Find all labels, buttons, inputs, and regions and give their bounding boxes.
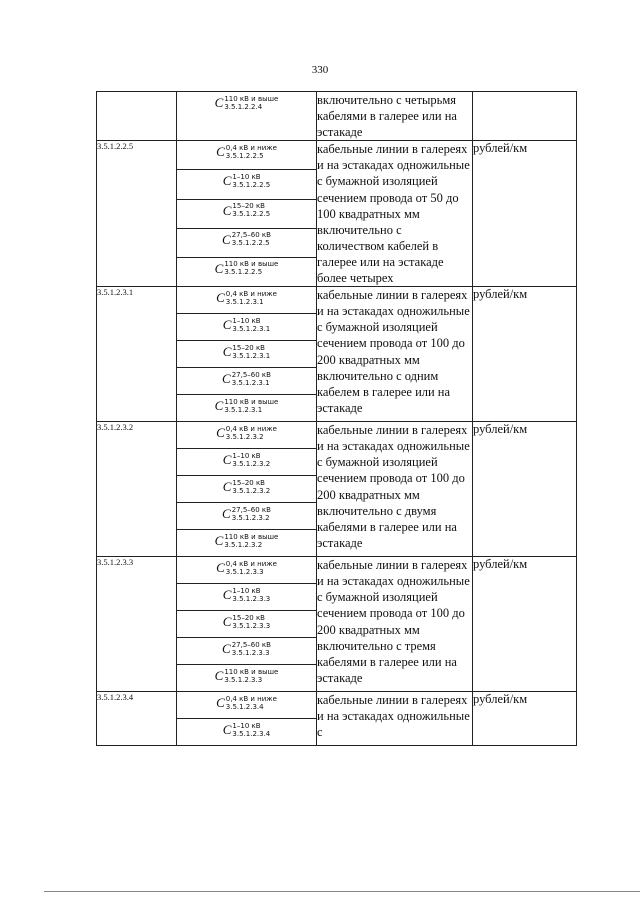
formula-symbol: C bbox=[222, 371, 231, 387]
formula-voltage: 1–10 кВ bbox=[232, 172, 261, 181]
table-row bbox=[97, 422, 577, 449]
formula-cell bbox=[177, 368, 317, 395]
formula-index: 3.5.1.2.3.1 bbox=[225, 297, 264, 306]
formula-cell bbox=[177, 503, 317, 530]
formula-index: 3.5.1.2.3.1 bbox=[232, 351, 271, 360]
formula-cell bbox=[177, 422, 317, 449]
formula-cell bbox=[177, 665, 317, 692]
formula bbox=[215, 398, 279, 414]
formula bbox=[222, 506, 271, 522]
formula bbox=[223, 614, 271, 630]
row-code: 3.5.1.2.2.5 bbox=[97, 141, 177, 287]
formula-cell bbox=[177, 314, 317, 341]
formula bbox=[216, 144, 277, 160]
formula-cell bbox=[177, 92, 317, 141]
row-unit: рублей/км bbox=[473, 287, 577, 422]
formula-symbol: C bbox=[214, 668, 224, 684]
formula-cell bbox=[177, 638, 317, 665]
formula bbox=[216, 425, 277, 441]
formula bbox=[223, 452, 271, 468]
page-bottom-edge bbox=[44, 891, 640, 892]
formula-index: 3.5.1.2.3.3 bbox=[224, 675, 263, 684]
formula bbox=[223, 202, 271, 218]
formula-symbol: C bbox=[214, 533, 224, 549]
formula-symbol: C bbox=[222, 506, 231, 522]
formula-cell bbox=[177, 476, 317, 503]
formula-voltage: 0,4 кВ и ниже bbox=[225, 424, 277, 433]
formula bbox=[223, 722, 271, 738]
formula bbox=[215, 260, 279, 276]
formula-cell bbox=[177, 228, 317, 257]
formula-cell bbox=[177, 692, 317, 719]
formula-voltage: 110 кВ и выше bbox=[224, 397, 279, 406]
formula-voltage: 15–20 кВ bbox=[232, 343, 265, 352]
formula bbox=[223, 173, 271, 189]
table-row bbox=[97, 287, 577, 314]
formula-cell bbox=[177, 611, 317, 638]
row-description: кабельные линии в галереях и на эстакадах одножильные с bbox=[317, 692, 473, 746]
formula-index: 3.5.1.2.3.1 bbox=[232, 324, 271, 333]
formula-cell bbox=[177, 584, 317, 611]
formula-cell bbox=[177, 287, 317, 314]
table-row bbox=[97, 141, 577, 170]
formula bbox=[222, 371, 271, 387]
formula-symbol: C bbox=[214, 398, 224, 414]
formula-voltage: 1–10 кВ bbox=[232, 721, 261, 730]
row-code: 3.5.1.2.3.3 bbox=[97, 557, 177, 692]
formula-index: 3.5.1.2.3.3 bbox=[232, 621, 271, 630]
page-number: 330 bbox=[311, 64, 329, 76]
formula-voltage: 110 кВ и выше bbox=[224, 260, 279, 269]
formula-voltage: 0,4 кВ и ниже bbox=[225, 289, 277, 298]
formula-cell bbox=[177, 170, 317, 199]
formula-voltage: 0,4 кВ и ниже bbox=[225, 694, 277, 703]
table-row bbox=[97, 92, 577, 141]
row-description: включительно с четырьмя кабелями в галерее или на эстакаде bbox=[317, 92, 473, 141]
formula-index: 3.5.1.2.3.3 bbox=[231, 648, 270, 657]
formula bbox=[216, 695, 277, 711]
formula-index: 3.5.1.2.3.4 bbox=[225, 702, 264, 711]
formula-index: 3.5.1.2.2.5 bbox=[224, 268, 263, 277]
row-code: 3.5.1.2.3.2 bbox=[97, 422, 177, 557]
formula-voltage: 1–10 кВ bbox=[232, 316, 261, 325]
formula-index: 3.5.1.2.2.4 bbox=[224, 102, 263, 111]
formula-cell bbox=[177, 719, 317, 746]
formula-symbol: C bbox=[222, 722, 232, 738]
formula-voltage: 0,4 кВ и ниже bbox=[225, 559, 277, 568]
row-unit: рублей/км bbox=[473, 692, 577, 746]
row-unit: рублей/км bbox=[473, 557, 577, 692]
row-description: кабельные линии в галереях и на эстакадах одножильные с бумажной изоляцией сечением провода от 50 до 100 квадратных мм включительно с количеством кабелей в галерее или на эстакаде более четырех bbox=[317, 141, 473, 287]
formula-symbol: C bbox=[222, 202, 232, 218]
formula-symbol: C bbox=[222, 452, 232, 468]
formula-symbol: C bbox=[216, 290, 225, 306]
formula-index: 3.5.1.2.3.2 bbox=[225, 432, 264, 441]
formula bbox=[215, 533, 279, 549]
formula-cell bbox=[177, 341, 317, 368]
formula-index: 3.5.1.2.3.4 bbox=[232, 729, 271, 738]
formula-voltage: 27,5–60 кВ bbox=[231, 505, 271, 514]
row-description: кабельные линии в галереях и на эстакадах одножильные с бумажной изоляцией сечением провода от 100 до 200 квадратных мм включительно с двумя кабелями в галерее или на эстакаде bbox=[317, 422, 473, 557]
formula bbox=[223, 344, 271, 360]
formula-symbol: C bbox=[222, 587, 232, 603]
formula-symbol: C bbox=[222, 479, 232, 495]
formula-index: 3.5.1.2.3.1 bbox=[224, 405, 263, 414]
formula-symbol: C bbox=[214, 95, 224, 110]
formula-voltage: 1–10 кВ bbox=[232, 586, 261, 595]
formula-symbol: C bbox=[222, 614, 232, 630]
formula-symbol: C bbox=[214, 260, 224, 276]
formula-cell bbox=[177, 557, 317, 584]
formula-voltage: 110 кВ и выше bbox=[224, 667, 279, 676]
tariff-table bbox=[96, 91, 577, 746]
formula-symbol: C bbox=[222, 173, 232, 189]
formula-cell bbox=[177, 395, 317, 422]
formula bbox=[215, 95, 279, 111]
formula-symbol: C bbox=[216, 425, 225, 441]
formula-voltage: 27,5–60 кВ bbox=[231, 370, 271, 379]
formula-voltage: 110 кВ и выше bbox=[224, 94, 279, 103]
formula-index: 3.5.1.2.3.2 bbox=[224, 540, 263, 549]
formula-index: 3.5.1.2.2.5 bbox=[232, 180, 271, 189]
formula-cell bbox=[177, 141, 317, 170]
formula-symbol: C bbox=[216, 695, 225, 711]
row-unit: рублей/км bbox=[473, 422, 577, 557]
formula-index: 3.5.1.2.2.5 bbox=[225, 151, 264, 160]
formula-voltage: 15–20 кВ bbox=[232, 202, 265, 211]
formula-cell bbox=[177, 530, 317, 557]
formula-index: 3.5.1.2.3.2 bbox=[232, 459, 271, 468]
formula-symbol: C bbox=[216, 560, 225, 576]
formula-index: 3.5.1.2.2.5 bbox=[232, 210, 271, 219]
formula bbox=[216, 290, 277, 306]
formula-index: 3.5.1.2.3.3 bbox=[232, 594, 271, 603]
formula-cell bbox=[177, 449, 317, 476]
formula-index: 3.5.1.2.3.3 bbox=[225, 567, 264, 576]
row-description: кабельные линии в галереях и на эстакадах одножильные с бумажной изоляцией сечением провода от 100 до 200 квадратных мм включительно с одним кабелем в галерее или на эстакаде bbox=[317, 287, 473, 422]
formula bbox=[215, 668, 279, 684]
formula bbox=[223, 479, 271, 495]
formula-symbol: C bbox=[222, 231, 231, 247]
row-unit bbox=[473, 92, 577, 141]
formula bbox=[223, 587, 271, 603]
formula-symbol: C bbox=[222, 344, 232, 360]
formula bbox=[216, 560, 277, 576]
formula-symbol: C bbox=[222, 641, 231, 657]
table-row bbox=[97, 692, 577, 719]
formula bbox=[222, 641, 271, 657]
formula-index: 3.5.1.2.3.1 bbox=[231, 378, 270, 387]
table-row bbox=[97, 557, 577, 584]
formula-voltage: 15–20 кВ bbox=[232, 478, 265, 487]
formula-symbol: C bbox=[222, 317, 232, 333]
row-unit: рублей/км bbox=[473, 141, 577, 287]
formula-cell bbox=[177, 199, 317, 228]
formula-voltage: 27,5–60 кВ bbox=[231, 640, 271, 649]
row-code bbox=[97, 92, 177, 141]
formula bbox=[223, 317, 271, 333]
formula-cell bbox=[177, 257, 317, 286]
formula-index: 3.5.1.2.3.2 bbox=[232, 486, 271, 495]
formula-index: 3.5.1.2.2.5 bbox=[231, 239, 270, 248]
row-description: кабельные линии в галереях и на эстакадах одножильные с бумажной изоляцией сечением провода от 100 до 200 квадратных мм включительно с тремя кабелями в галерее или на эстакаде bbox=[317, 557, 473, 692]
formula-symbol: C bbox=[216, 144, 225, 160]
formula-voltage: 110 кВ и выше bbox=[224, 532, 279, 541]
formula-voltage: 1–10 кВ bbox=[232, 451, 261, 460]
formula-voltage: 0,4 кВ и ниже bbox=[225, 143, 277, 152]
formula-voltage: 27,5–60 кВ bbox=[231, 231, 271, 240]
formula-voltage: 15–20 кВ bbox=[232, 613, 265, 622]
formula-index: 3.5.1.2.3.2 bbox=[231, 513, 270, 522]
row-code: 3.5.1.2.3.1 bbox=[97, 287, 177, 422]
row-code: 3.5.1.2.3.4 bbox=[97, 692, 177, 746]
formula bbox=[222, 231, 271, 247]
